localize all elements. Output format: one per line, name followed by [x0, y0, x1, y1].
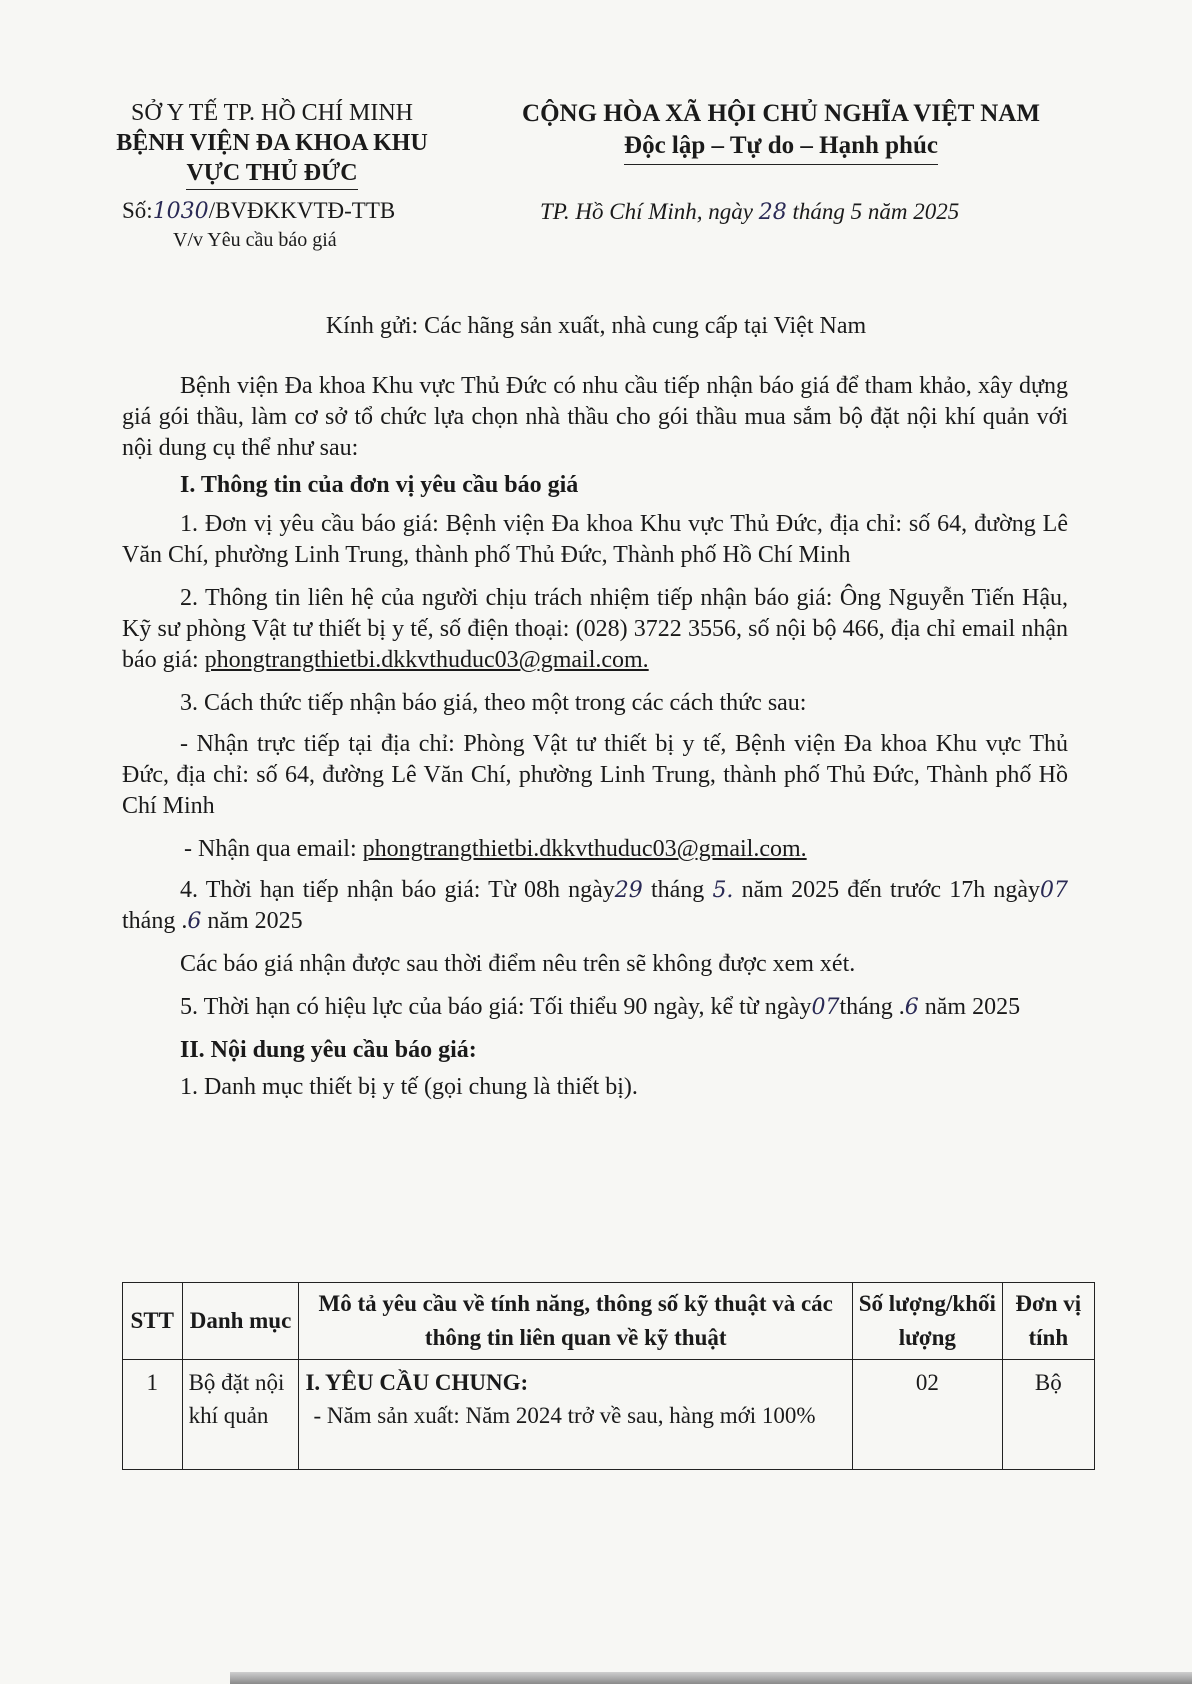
- receive-email: [122, 834, 1068, 865]
- receive-email-address: phongtrangthietbi.dkkvthuduc03@gmail.com.: [362, 836, 807, 862]
- section1-item5: [122, 992, 1068, 1023]
- row-category: Bộ đặt nội khí quản: [182, 1360, 299, 1470]
- header-category: Danh mục: [182, 1283, 299, 1360]
- greeting: Kính gửi: Các hãng sản xuất, nhà cung cấp tại Việt Nam: [325, 313, 867, 339]
- section1-title: I. Thông tin của đơn vị yêu cầu báo giá: [180, 472, 579, 498]
- validity-day: 07: [811, 995, 840, 1020]
- date-after: tháng 5 năm 2025: [786, 199, 960, 224]
- late-note: Các báo giá nhận được sau thời điểm nêu trên sẽ không được xem xét.: [180, 951, 856, 977]
- section1-item3: 3. Cách thức tiếp nhận báo giá, theo một trong các cách thức sau:: [180, 690, 807, 716]
- doc-number-suffix: /BVĐKKVTĐ-TTB: [208, 198, 396, 223]
- deadline-text-e: năm 2025: [201, 908, 303, 934]
- header-unit: Đơn vị tính: [1002, 1283, 1094, 1360]
- validity-month: 6: [904, 995, 919, 1020]
- national-motto: Độc lập – Tự do – Hạnh phúc: [624, 130, 938, 165]
- scan-bottom-edge: [230, 1672, 1192, 1684]
- contact-email: phongtrangthietbi.dkkvthuduc03@gmail.com.: [204, 647, 649, 673]
- section1-item2: [122, 583, 1068, 676]
- body-text: [122, 371, 1068, 1103]
- section2-title: II. Nội dung yêu cầu báo giá:: [180, 1037, 477, 1063]
- parent-agency: SỞ Y TẾ TP. HỒ CHÍ MINH: [130, 100, 414, 126]
- hospital-name-line1: BỆNH VIỆN ĐA KHOA KHU: [116, 130, 428, 156]
- row-desc-title: I. YÊU CẦU CHUNG:: [305, 1370, 529, 1395]
- country-name: CỘNG HÒA XÃ HỘI CHỦ NGHĨA VIỆT NAM: [522, 100, 1040, 127]
- table-row: [123, 1360, 1095, 1470]
- deadline-text-c: năm 2025 đến trước 17h ngày: [733, 877, 1041, 903]
- date-line: [540, 199, 959, 225]
- section1-item4: [122, 875, 1068, 937]
- section2-item1: 1. Danh mục thiết bị y tế (gọi chung là thiết bị).: [180, 1074, 638, 1100]
- section1-item1: 1. Đơn vị yêu cầu báo giá: Bệnh viện Đa khoa Khu vực Thủ Đức, địa chỉ: số 64, đường Lê Văn Chí, phường Linh Trung, thành phố Thủ Đức, Thành phố Hồ Chí Minh: [122, 511, 1068, 568]
- validity-text-c: năm 2025: [918, 994, 1021, 1020]
- intro-paragraph: Bệnh viện Đa khoa Khu vực Thủ Đức có nhu cầu tiếp nhận báo giá để tham khảo, xây dựng giá gói thầu, làm cơ sở tổ chức lựa chọn nhà thầu cho gói thầu mua sắm bộ đặt nội khí quản với nội dung cụ thể như sau:: [122, 373, 1068, 461]
- deadline-month2: 6: [187, 909, 202, 934]
- header-quantity: Số lượng/khối lượng: [853, 1283, 1003, 1360]
- deadline-day1: 29: [614, 878, 643, 903]
- equipment-table: [122, 1282, 1095, 1470]
- row-stt: 1: [123, 1360, 183, 1470]
- deadline-text-d: tháng .: [122, 908, 188, 934]
- doc-number-handwritten: 1030: [152, 199, 209, 224]
- row-description: [299, 1360, 853, 1470]
- row-unit: Bộ: [1002, 1360, 1094, 1470]
- row-quantity: 02: [853, 1360, 1003, 1470]
- header-description: Mô tả yêu cầu về tính năng, thông số kỹ thuật và các thông tin liên quan về kỹ thuật: [299, 1283, 853, 1360]
- table-header-row: [123, 1283, 1095, 1360]
- date-day-handwritten: 28: [758, 200, 787, 225]
- deadline-text-b: tháng: [642, 877, 713, 903]
- deadline-text-a: 4. Thời hạn tiếp nhận báo giá: Từ 08h ngày: [180, 877, 615, 903]
- hospital-name-line2: VỰC THỦ ĐỨC: [186, 158, 357, 190]
- validity-text-b: tháng .: [839, 994, 905, 1020]
- contact-info: 2. Thông tin liên hệ của người chịu trách nhiệm tiếp nhận báo giá: Ông Nguyễn Tiến Hậu, Kỹ sư phòng Vật tư thiết bị y tế, số điện thoại: (028) 3722 3556, số nội bộ 466, địa chỉ email nhận báo giá:: [122, 585, 1068, 673]
- doc-number-prefix: Số:: [122, 198, 153, 223]
- row-desc-line: - Năm sản xuất: Năm 2024 trở về sau, hàng mới 100%: [313, 1403, 816, 1428]
- issuing-organization: [96, 98, 448, 190]
- deadline-month1: 5.: [712, 878, 734, 903]
- header-stt: STT: [123, 1283, 183, 1360]
- validity-text-a: 5. Thời hạn có hiệu lực của báo giá: Tối thiểu 90 ngày, kể từ ngày: [180, 994, 812, 1020]
- receive-email-label: - Nhận qua email:: [184, 836, 363, 862]
- date-before: TP. Hồ Chí Minh, ngày: [540, 199, 759, 224]
- document-number: [122, 198, 395, 224]
- receive-direct: - Nhận trực tiếp tại địa chỉ: Phòng Vật tư thiết bị y tế, Bệnh viện Đa khoa Khu vực Thủ Đức, địa chỉ: số 64, đường Lê Văn Chí, phường Linh Trung, thành phố Thủ Đức, Thành phố Hồ Chí Minh: [122, 731, 1068, 819]
- document-subject: V/v Yêu cầu báo giá: [173, 229, 337, 251]
- deadline-day2: 07: [1040, 878, 1069, 903]
- national-title: [496, 98, 1066, 165]
